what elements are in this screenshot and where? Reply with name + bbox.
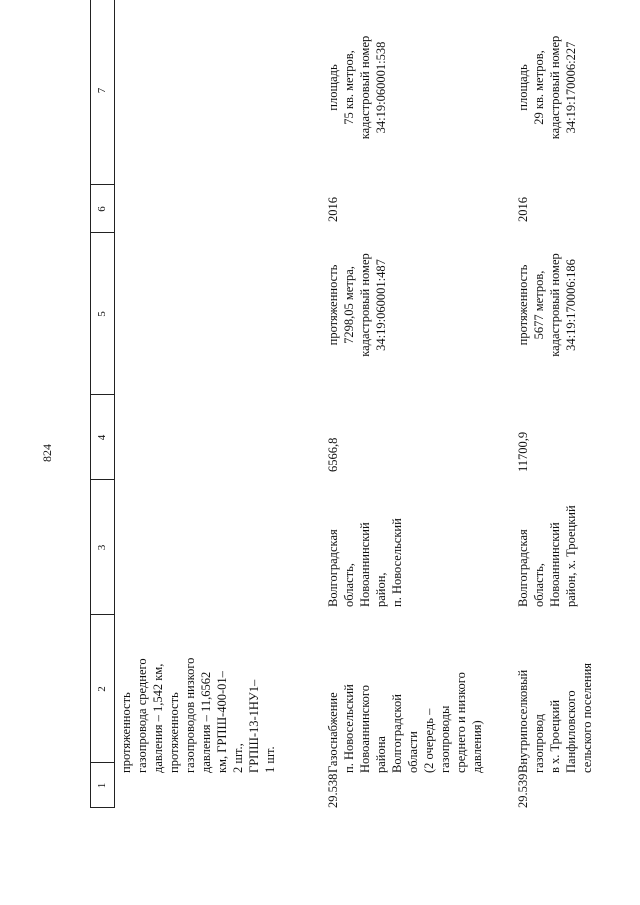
- object-characteristics: протяженность 5677 метров, кадастровый номер 34:19:170006:186: [516, 253, 578, 357]
- row-number: 29.538: [326, 773, 340, 808]
- column-number: 6: [96, 206, 108, 212]
- header-bottom-border: [114, 0, 115, 808]
- object-value: 11700,9: [516, 431, 530, 472]
- continuation-cell: протяженность газопровода среднего давления – 1,542 км, протяженность газопроводов низкого давления – 11,6562 км, ГРПШ-400-01– 2 шт., ГРПШ-13-1НУ1– 1 шт.: [119, 657, 277, 773]
- object-name: Внутрипоселковый газопровод в х. Троецкий Панфиловского сельского поселения: [516, 662, 594, 773]
- column-number: 4: [96, 434, 108, 441]
- object-year: 2016: [326, 197, 340, 222]
- land-plot: площадь 75 кв. метров, кадастровый номер 34:19:060001:538: [326, 35, 388, 140]
- object-address: Волгоградская область, Новоаннинский район, х. Троецкий: [516, 505, 578, 607]
- column-number: 3: [96, 544, 108, 551]
- object-year: 2016: [516, 197, 530, 222]
- object-address: Волгоградская область, Новоаннинский район, п. Новосельский: [326, 518, 404, 607]
- page-number: 824: [40, 444, 54, 462]
- column-number: 7: [96, 87, 108, 94]
- table-top-border: [90, 0, 91, 808]
- object-characteristics: протяженность 7298,05 метра, кадастровый номер 34:19:060001:487: [326, 253, 388, 357]
- column-number: 5: [96, 311, 108, 317]
- row-number: 29.539: [516, 773, 530, 808]
- object-value: 6566,8: [326, 437, 340, 472]
- column-number: 2: [96, 686, 108, 692]
- column-number: 1: [96, 782, 108, 789]
- land-plot: площадь 29 кв. метров, кадастровый номер 34:19:170006:227: [516, 35, 578, 140]
- object-name: Газоснабжение п. Новосельский Новоаннинского района Волгоградской области (2 очередь – газопроводы среднего и низкого давления): [326, 672, 484, 773]
